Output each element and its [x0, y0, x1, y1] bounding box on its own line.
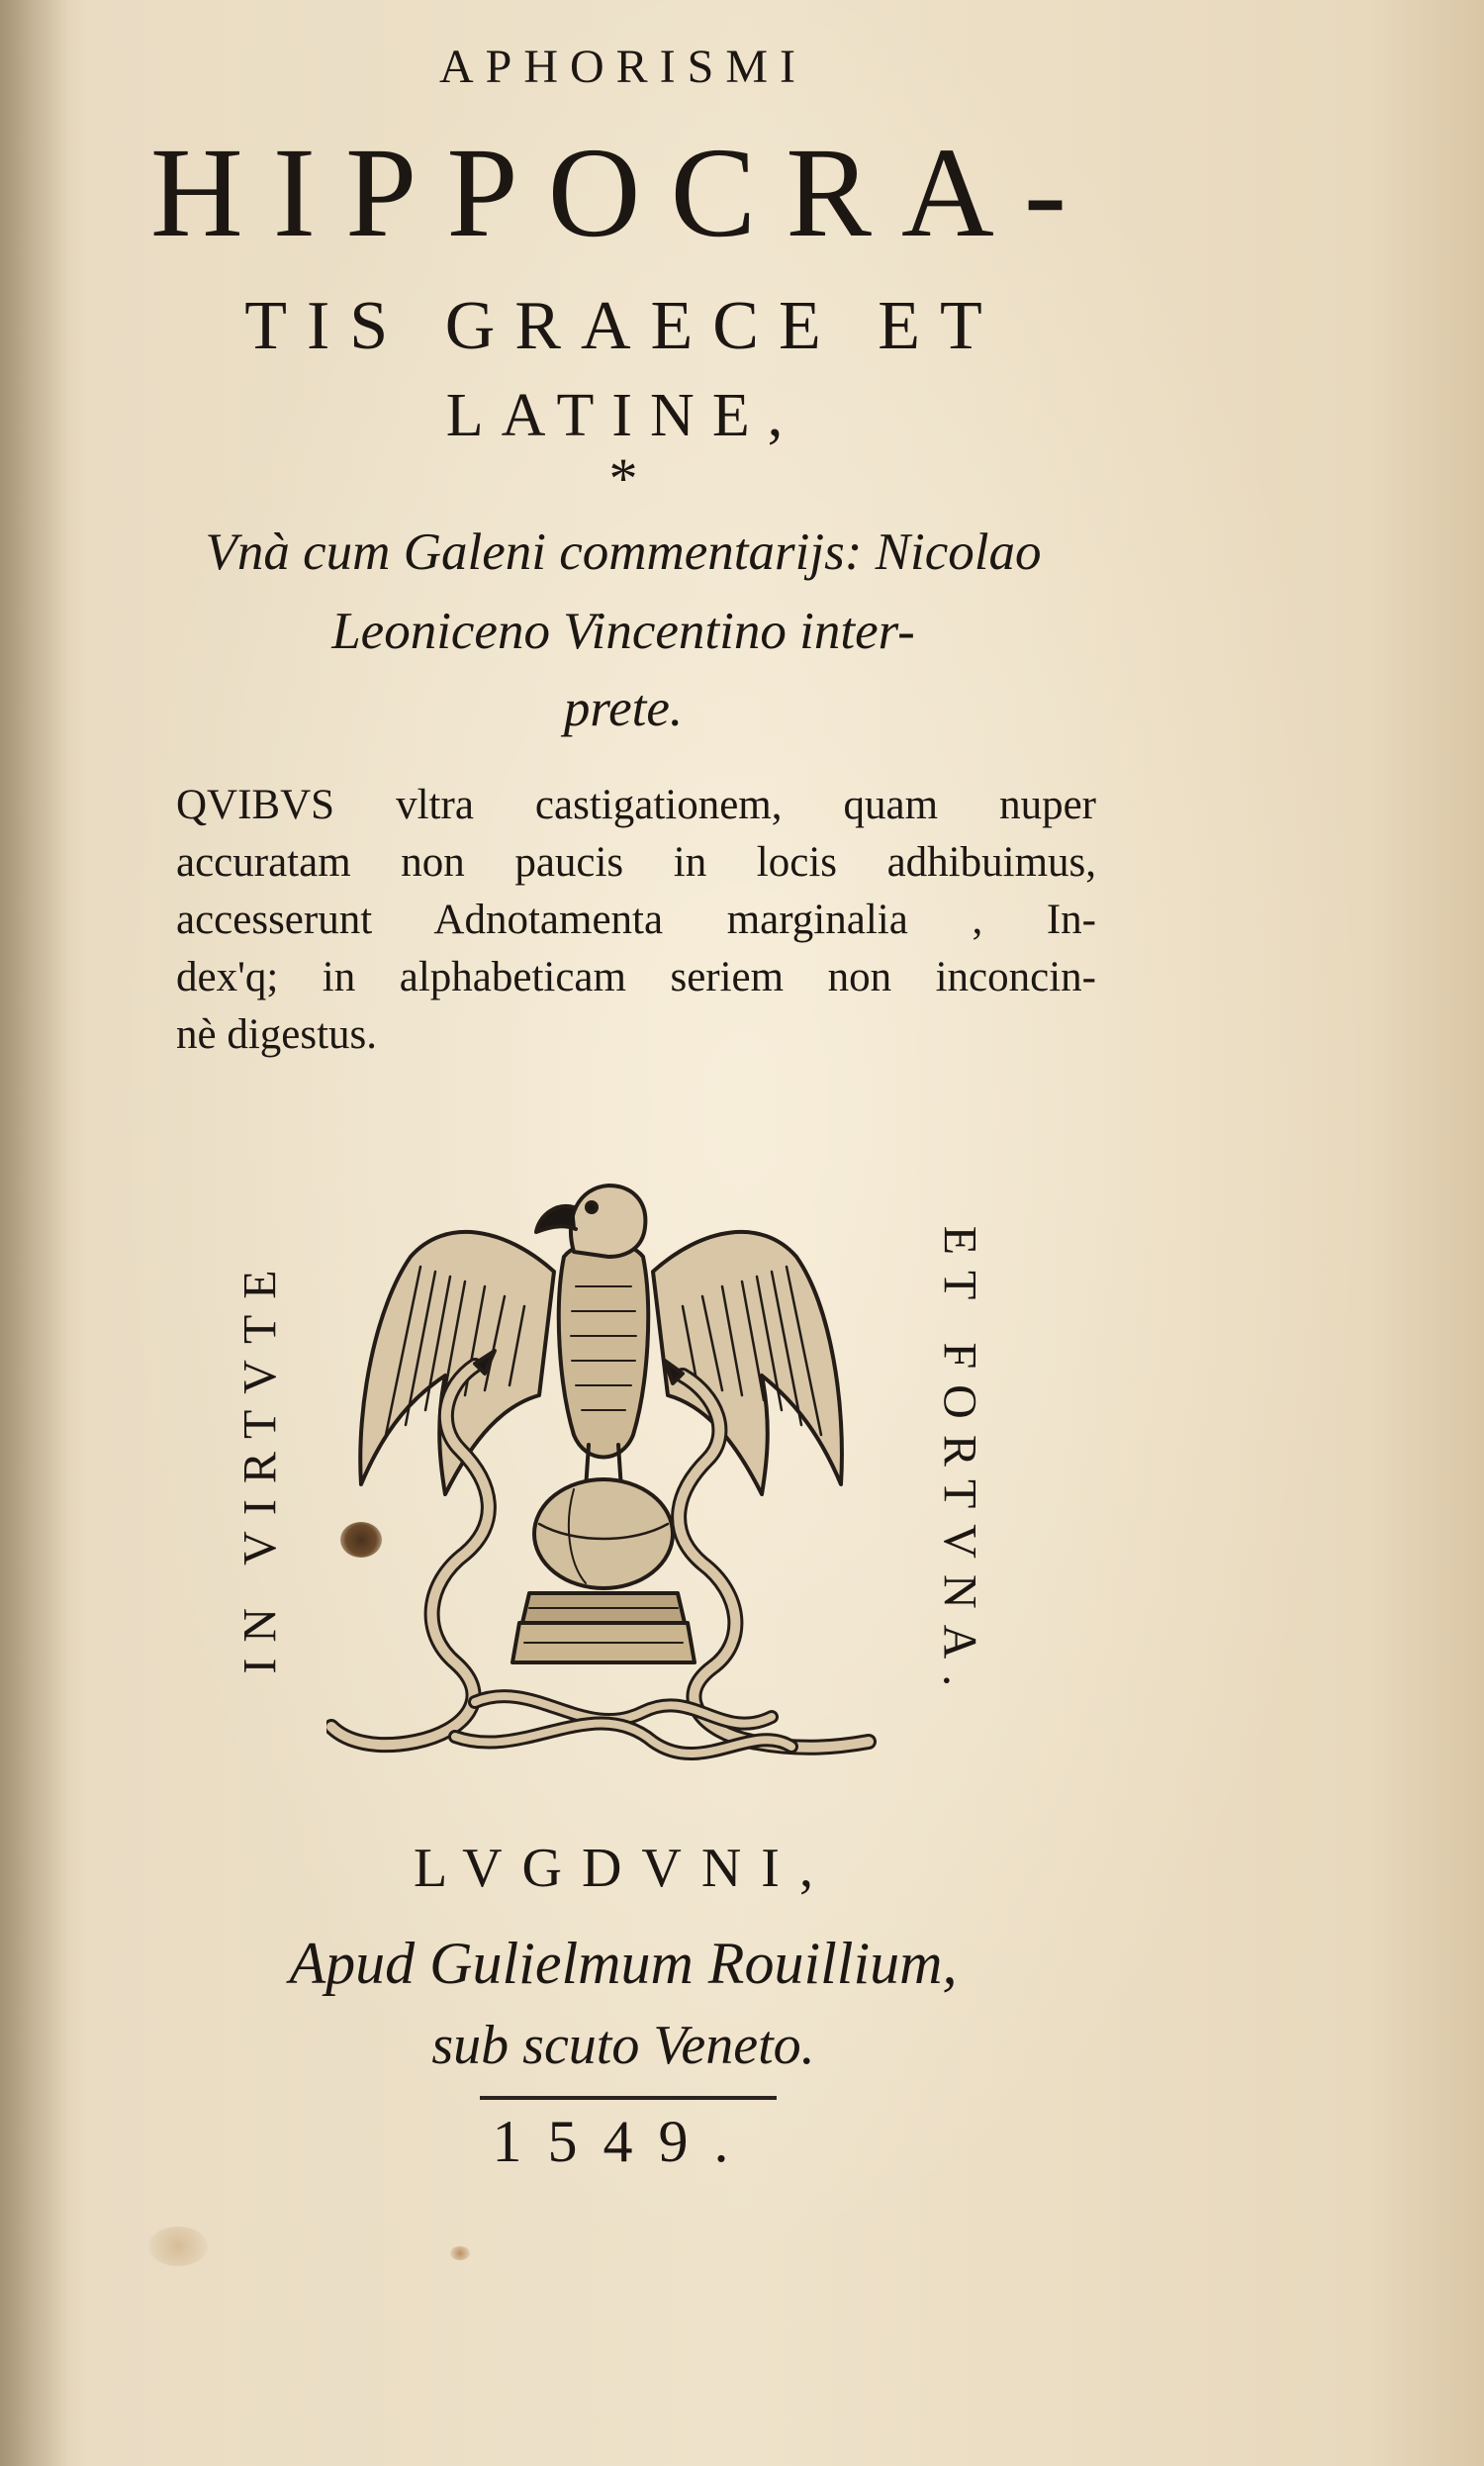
description-line: QVIBVS vltra castigationem, quam nuper	[176, 782, 1096, 828]
title-line-aphorismi: APHORISMI	[438, 41, 808, 93]
foxing-spot	[148, 2227, 208, 2266]
subtitle-line: Vnà cum Galeni commentarijs: Nicolao	[205, 523, 1042, 581]
motto-left	[226, 1152, 295, 1775]
imprint-sign: sub scuto Veneto.	[431, 2015, 815, 2076]
motto-right	[925, 1152, 994, 1775]
subtitle-line: prete.	[563, 680, 684, 737]
page-edge-shadow	[0, 0, 69, 2466]
description-line: accesserunt Adnotamenta marginalia , In-	[176, 897, 1096, 943]
description-line: accuratam non paucis in locis adhibuimus,	[176, 839, 1096, 886]
imprint-printer: Apud Gulielmum Rouillium,	[289, 1931, 958, 1996]
motto-right-text: ET FORTVNA.	[933, 1225, 986, 1702]
title-line-latine: LATINE,	[445, 382, 801, 449]
subtitle-line: Leoniceno Vincentino inter-	[331, 603, 915, 660]
imprint-city: LVGDVNI,	[414, 1838, 833, 1899]
title-line-graece-et: TIS GRAECE ET	[244, 288, 1002, 364]
title-line-hippocrates: HIPPOCRA-	[149, 122, 1097, 264]
motto-left-text: IN VIRTVTE	[233, 1253, 287, 1674]
foxing-spot	[450, 2246, 470, 2260]
description-line: dex'q; in alphabeticam seriem non inconcin-	[176, 954, 1096, 1000]
eagle-serpents-woodcut-icon	[326, 1108, 881, 1801]
asterisk-ornament-icon: *	[608, 446, 638, 511]
imprint-year: 1549.	[492, 2109, 755, 2174]
description-paragraph	[176, 777, 1096, 1064]
description-line: nè digestus.	[176, 1011, 378, 1058]
imprint-rule	[480, 2096, 777, 2100]
